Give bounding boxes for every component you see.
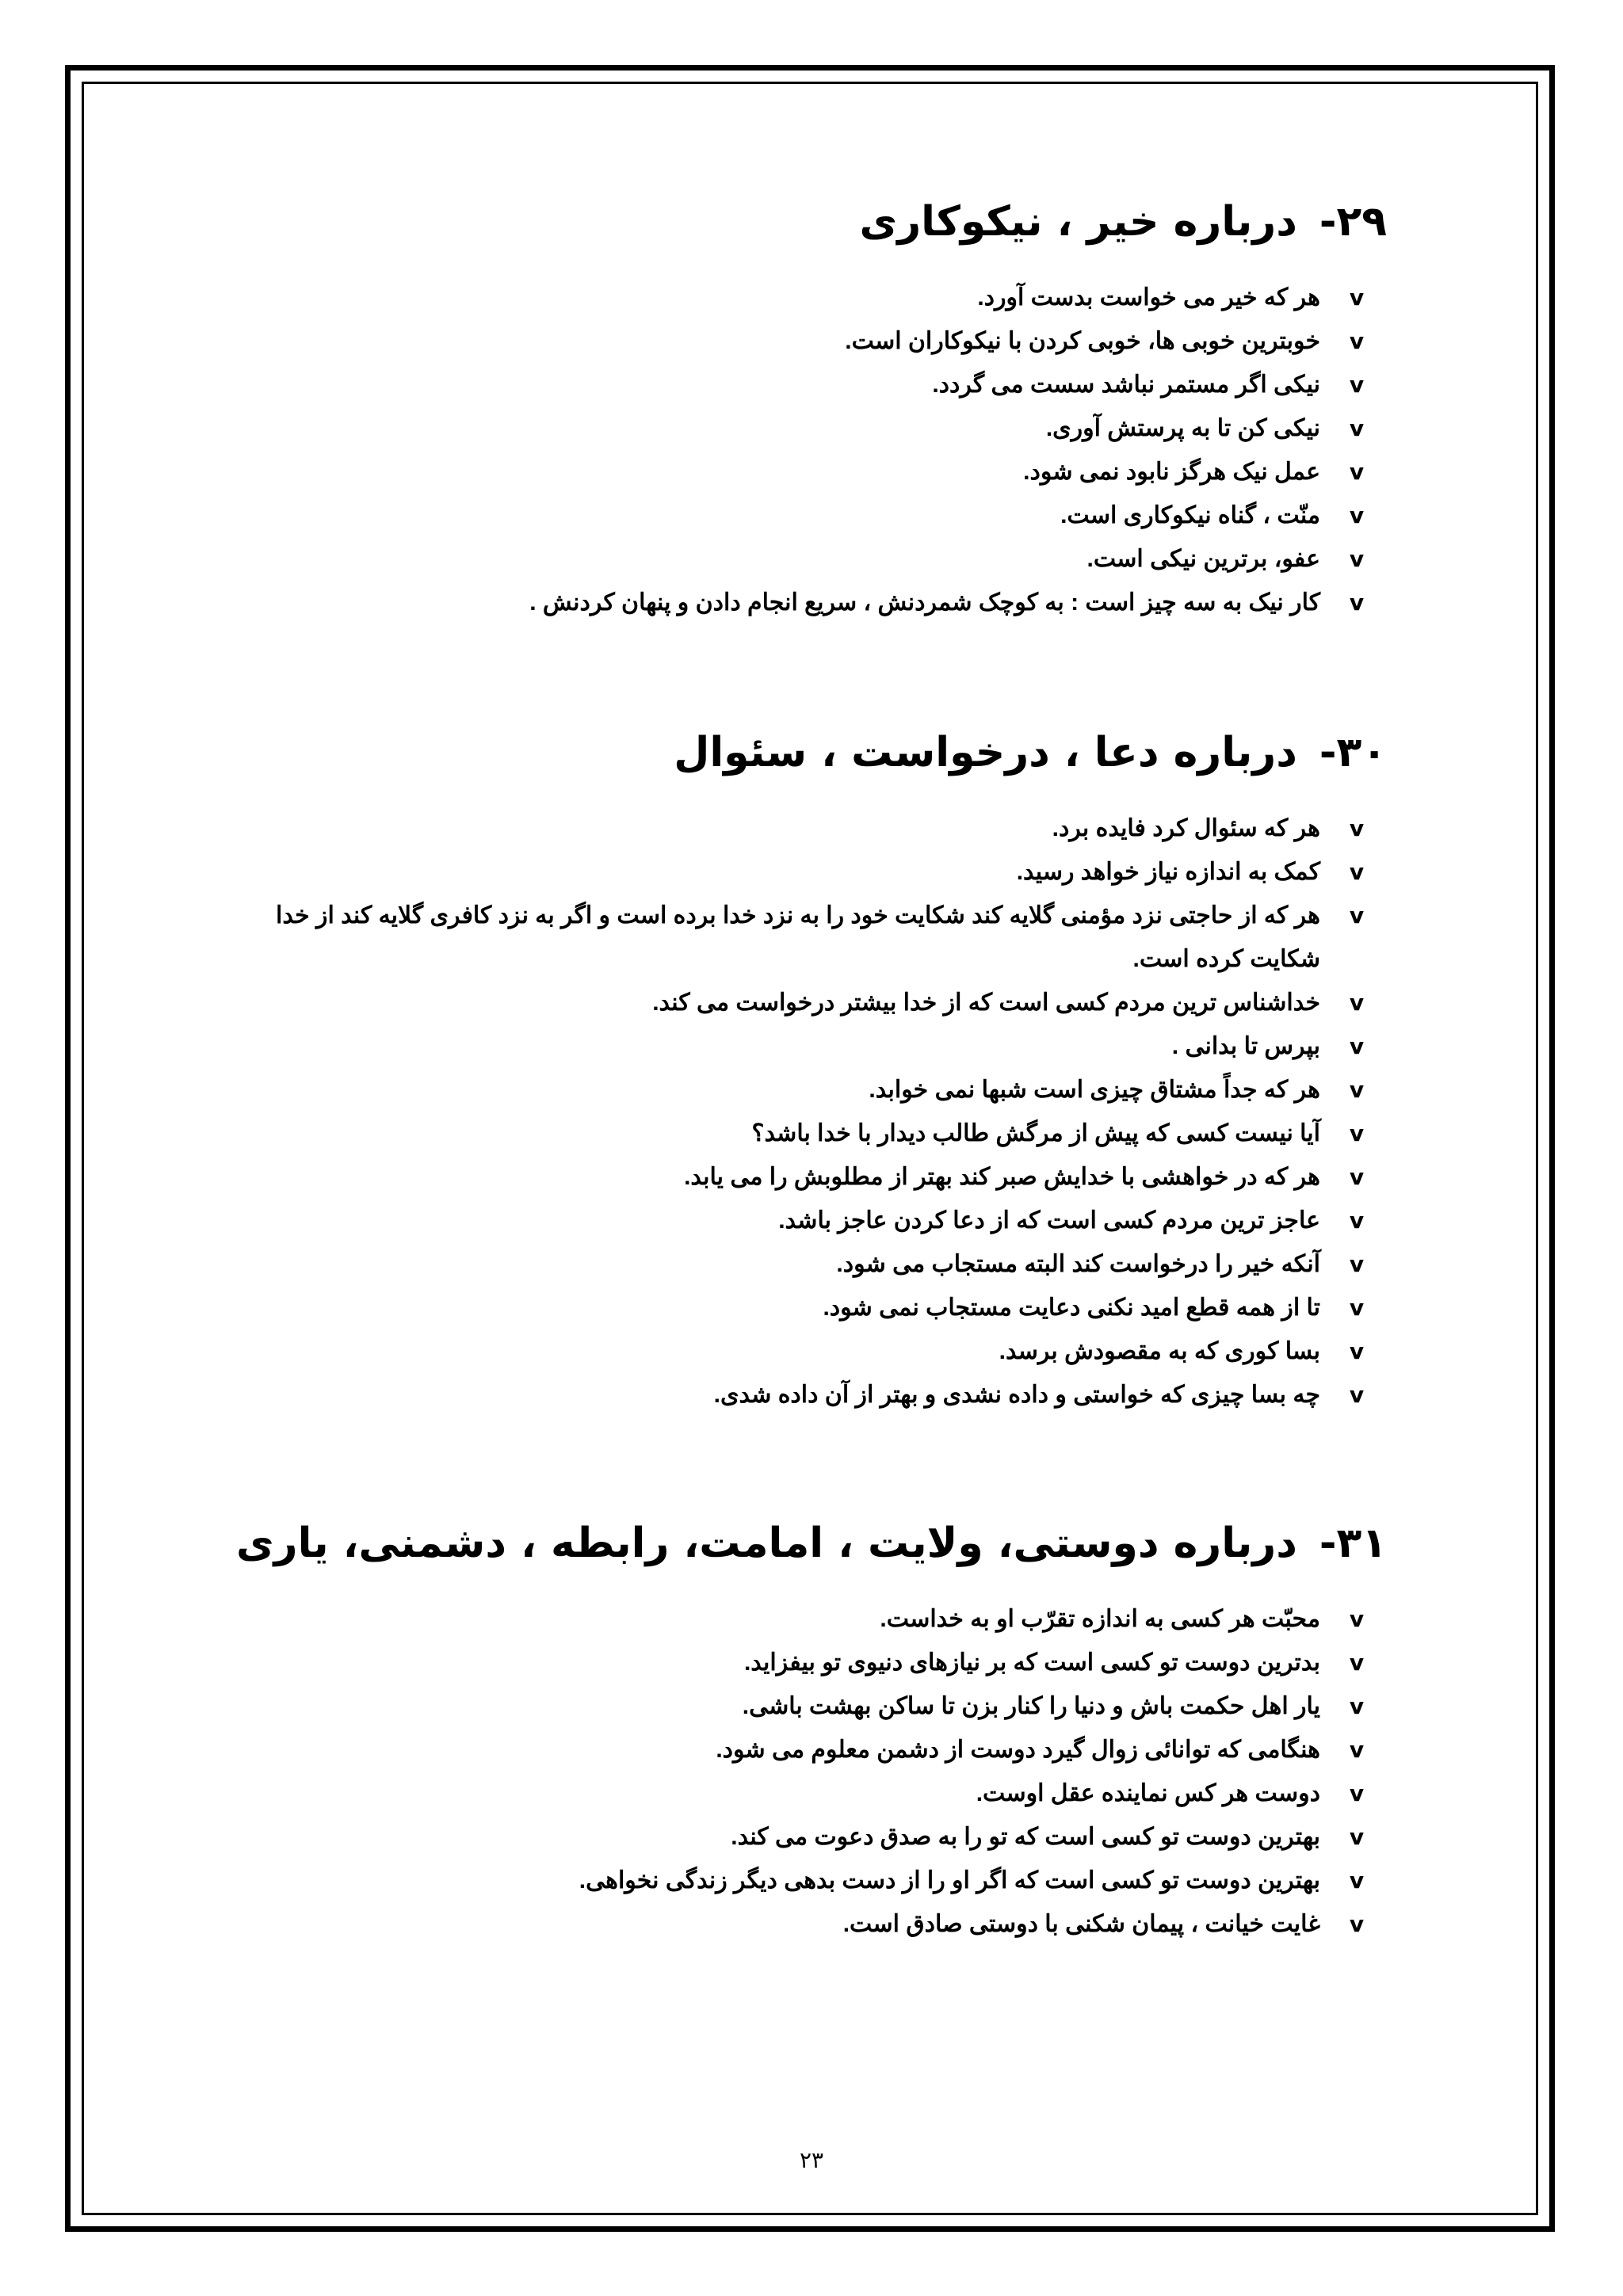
list-item-text: نیکی اگر مستمر نباشد سست می گردد. [932, 372, 1320, 398]
checkmark-bullet-icon: v [1349, 1251, 1365, 1277]
list-item-text: آیا نیست کسی که پیش از مرگش طالب دیدار با خدا باشد؟ [751, 1120, 1320, 1146]
list-item-text: نیکی کن تا به پرستش آوری. [1045, 415, 1320, 441]
list-item-text: غایت خیانت ، پیمان شکنی با دوستی صادق است. [842, 1911, 1320, 1937]
checkmark-bullet-icon: v [1349, 546, 1365, 572]
checkmark-bullet-icon: v [1349, 284, 1365, 311]
list-item-text: هر که خیر می خواست بدست آورد. [977, 284, 1320, 311]
list-item-text: بهترین دوست تو کسی است که تو را به صدق دعوت می کند. [731, 1824, 1320, 1850]
list-item-text: هر که در خواهشی با خدایش صبر کند بهتر از مطلوبش را می یابد. [684, 1164, 1320, 1190]
list-item-text: عمل نیک هرگز نابود نمی شود. [1023, 459, 1320, 485]
list-item [230, 494, 1387, 537]
section-number: ۳۰- [1319, 729, 1387, 776]
list-item [230, 981, 1387, 1024]
checkmark-bullet-icon: v [1349, 1207, 1365, 1234]
list-item-text: هر که از حاجتی نزد مؤمنی گلایه کند شکایت خود را به نزد خدا برده است و اگر به نزد کافری گلایه کند از خدا شکایت کرده است. [276, 902, 1320, 972]
checkmark-bullet-icon: v [1349, 902, 1365, 929]
list-item [230, 1199, 1387, 1242]
checkmark-bullet-icon: v [1349, 1911, 1365, 1937]
list-item-text: هر که جداً مشتاق چیزی است شبها نمی خوابد. [869, 1077, 1320, 1103]
list-item [230, 406, 1387, 450]
checkmark-bullet-icon: v [1349, 328, 1365, 354]
list-item-text: عاجز ترین مردم کسی است که از دعا کردن عاجز باشد. [778, 1207, 1320, 1234]
list-item [230, 1024, 1387, 1068]
checkmark-bullet-icon: v [1349, 1295, 1365, 1321]
list-item [230, 1641, 1387, 1684]
list-item [230, 450, 1387, 494]
checkmark-bullet-icon: v [1349, 1737, 1365, 1763]
list-item-text: عفو، برترین نیکی است. [1086, 546, 1320, 572]
list-item [230, 1242, 1387, 1286]
list-item [230, 1155, 1387, 1199]
list-item-text: منّت ، گناه نیکوکاری است. [1060, 502, 1320, 528]
list-item [230, 1373, 1387, 1417]
checkmark-bullet-icon: v [1349, 415, 1365, 441]
section-title: درباره دوستی، ولایت ، امامت، رابطه ، دشمنی، یاری [235, 1520, 1297, 1567]
list-item-text: کار نیک به سه چیز است : به کوچک شمردنش ، سریع انجام دادن و پنهان کردنش . [529, 589, 1320, 616]
list-item [230, 1329, 1387, 1373]
list-item-text: بهترین دوست تو کسی است که اگر او را از دست بدهی دیگر زندگی نخواهی. [579, 1867, 1320, 1894]
checkmark-bullet-icon: v [1349, 1650, 1365, 1676]
list-item [230, 1859, 1387, 1902]
checkmark-bullet-icon: v [1349, 459, 1365, 485]
list-item [230, 1112, 1387, 1155]
list-item-text: هر که سئوال کرد فایده برد. [1052, 815, 1320, 841]
checkmark-bullet-icon: v [1349, 1120, 1365, 1146]
section-heading [230, 1504, 1387, 1583]
section-title: درباره دعا ، درخواست ، سئوال [674, 729, 1297, 776]
list-item-text: بپرس تا بدانی . [1171, 1033, 1320, 1059]
checkmark-bullet-icon: v [1349, 1867, 1365, 1894]
section-31 [230, 1504, 1387, 1946]
list-item [230, 319, 1387, 363]
section-number: ۲۹- [1319, 198, 1387, 246]
list-item [230, 1597, 1387, 1641]
bullet-list [230, 276, 1387, 624]
checkmark-bullet-icon: v [1349, 990, 1365, 1016]
list-item [230, 1772, 1387, 1815]
list-item [230, 1286, 1387, 1329]
checkmark-bullet-icon: v [1349, 1033, 1365, 1059]
list-item-text: دوست هر کس نماینده عقل اوست. [976, 1780, 1320, 1806]
list-item [230, 363, 1387, 406]
list-item [230, 1815, 1387, 1859]
section-title: درباره خیر ، نیکوکاری [859, 198, 1297, 246]
list-item [230, 537, 1387, 581]
list-item-text: بسا کوری که به مقصودش برسد. [999, 1338, 1320, 1364]
checkmark-bullet-icon: v [1349, 1164, 1365, 1190]
list-item [230, 1902, 1387, 1946]
section-number: ۳۱- [1319, 1520, 1387, 1567]
section-30 [230, 713, 1387, 1417]
checkmark-bullet-icon: v [1349, 1780, 1365, 1806]
checkmark-bullet-icon: v [1349, 1606, 1365, 1632]
list-item [230, 1684, 1387, 1728]
list-item-text: محبّت هر کسی به اندازه تقرّب او به خداست. [880, 1606, 1320, 1632]
checkmark-bullet-icon: v [1349, 1077, 1365, 1103]
list-item-text: تا از همه قطع امید نکنی دعایت مستجاب نمی شود. [823, 1295, 1320, 1321]
list-item-text: کمک به اندازه نیاز خواهد رسید. [1016, 859, 1320, 885]
list-item-text: بدترین دوست تو کسی است که بر نیازهای دنیوی تو بیفزاید. [743, 1650, 1320, 1676]
checkmark-bullet-icon: v [1349, 372, 1365, 398]
checkmark-bullet-icon: v [1349, 859, 1365, 885]
list-item-text: چه بسا چیزی که خواستی و داده نشدی و بهتر از آن داده شدی. [713, 1382, 1320, 1408]
checkmark-bullet-icon: v [1349, 1824, 1365, 1850]
section-heading [230, 182, 1387, 261]
bullet-list [230, 1597, 1387, 1946]
list-item-text: آنکه خیر را درخواست کند البته مستجاب می شود. [836, 1251, 1320, 1277]
section-heading [230, 713, 1387, 792]
checkmark-bullet-icon: v [1349, 1382, 1365, 1408]
list-item [230, 1068, 1387, 1112]
list-item [230, 894, 1387, 981]
list-item [230, 1728, 1387, 1772]
checkmark-bullet-icon: v [1349, 1338, 1365, 1364]
list-item [230, 276, 1387, 319]
list-item [230, 807, 1387, 850]
checkmark-bullet-icon: v [1349, 1693, 1365, 1719]
list-item-text: خوبترین خوبی ها، خوبی کردن با نیکوکاران است. [845, 328, 1320, 354]
checkmark-bullet-icon: v [1349, 815, 1365, 841]
list-item-text: یار اهل حکمت باش و دنیا را کنار بزن تا ساکن بهشت باشی. [742, 1693, 1320, 1719]
checkmark-bullet-icon: v [1349, 502, 1365, 528]
document-body [230, 182, 1387, 1946]
section-29 [230, 182, 1387, 624]
list-item [230, 581, 1387, 624]
page-number: ۲۳ [799, 2147, 824, 2173]
checkmark-bullet-icon: v [1349, 589, 1365, 616]
list-item-text: هنگامی که توانائی زوال گیرد دوست از دشمن معلوم می شود. [716, 1737, 1320, 1763]
list-item-text: خداشناس ترین مردم کسی است که از خدا بیشتر درخواست می کند. [652, 990, 1320, 1016]
bullet-list [230, 807, 1387, 1417]
list-item [230, 850, 1387, 894]
